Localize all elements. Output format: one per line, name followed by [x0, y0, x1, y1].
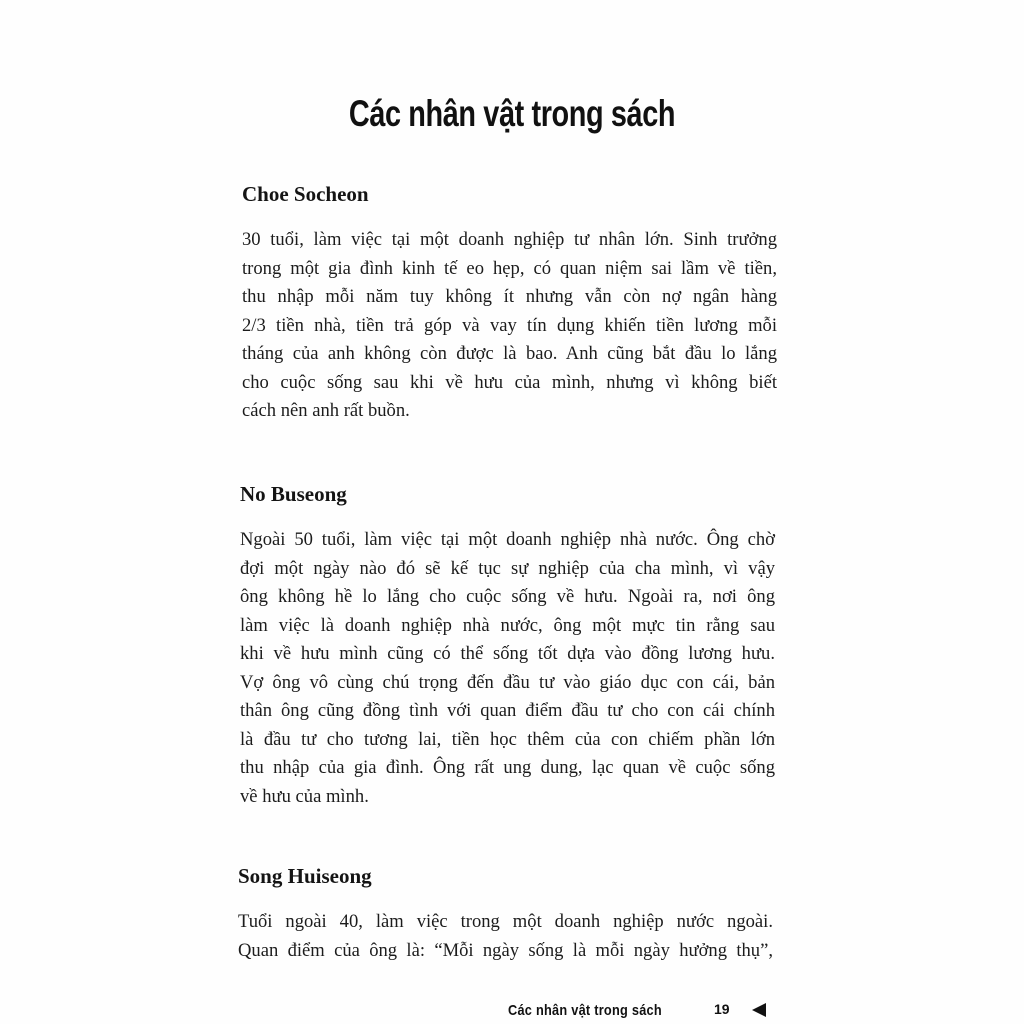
left-triangle-icon	[752, 1003, 766, 1017]
page-footer	[508, 998, 730, 1022]
character-description	[238, 908, 773, 965]
character-name: Song Huiseong	[238, 864, 372, 888]
page-number: 19	[714, 1001, 730, 1017]
text-line: 2/3 tiền nhà, tiền trả góp và vay tín dụng khiến tiền lương mỗi	[242, 314, 777, 336]
text-line: tháng của anh không còn được là bao. Anh cũng bắt đầu lo lắng	[242, 343, 777, 364]
text-line: Ngoài 50 tuổi, làm việc tại một doanh nghiệp nhà nước. Ông chờ	[240, 529, 775, 550]
text-line: thu nhập mỗi năm tuy không ít nhưng vẫn còn nợ ngân hàng	[242, 286, 777, 307]
text-line: làm việc là doanh nghiệp nhà nước, ông một mực tin rằng sau	[240, 614, 775, 636]
character-entry	[240, 482, 775, 811]
character-name: Choe Socheon	[242, 182, 369, 206]
text-line: Quan điểm của ông là: “Mỗi ngày sống là mỗi ngày hưởng thụ”,	[238, 939, 773, 961]
text-line: khi về hưu mình cũng có thể sống tốt dựa vào đồng lương hưu.	[240, 643, 775, 664]
character-entry	[242, 182, 777, 426]
text-line: ông không hề lo lắng cho cuộc sống về hưu. Ngoài ra, nơi ông	[240, 586, 775, 607]
text-line: thu nhập của gia đình. Ông rất ung dung, lạc quan về cuộc sống	[240, 757, 775, 778]
text-line: là đầu tư cho tương lai, tiền học thêm của con chiếm phần lớn	[240, 728, 775, 750]
text-line: thân ông cũng đồng tình với quan điểm đầu tư cho con cái chính	[240, 700, 775, 721]
character-name: No Buseong	[240, 482, 347, 506]
character-entry	[238, 864, 773, 965]
character-description	[240, 526, 775, 811]
character-description	[242, 226, 777, 426]
text-line: Vợ ông vô cùng chú trọng đến đầu tư vào giáo dục con cái, bản	[240, 671, 775, 693]
text-line: cho cuộc sống sau khi về hưu của mình, nhưng vì không biết	[242, 371, 777, 393]
text-line: Tuổi ngoài 40, làm việc trong một doanh nghiệp nước ngoài.	[238, 911, 773, 932]
chapter-title: Các nhân vật trong sách	[348, 92, 676, 134]
text-line: cách nên anh rất buồn.	[242, 400, 410, 421]
text-line: 30 tuổi, làm việc tại một doanh nghiệp tư nhân lớn. Sinh trưởng	[242, 229, 777, 250]
running-title: Các nhân vật trong sách	[508, 1001, 662, 1019]
text-line: về hưu của mình.	[240, 785, 369, 807]
text-line: đợi một ngày nào đó sẽ kế tục sự nghiệp của cha mình, vì vậy	[240, 557, 775, 579]
text-line: trong một gia đình kinh tế eo hẹp, có quan niệm sai lầm về tiền,	[242, 257, 777, 279]
